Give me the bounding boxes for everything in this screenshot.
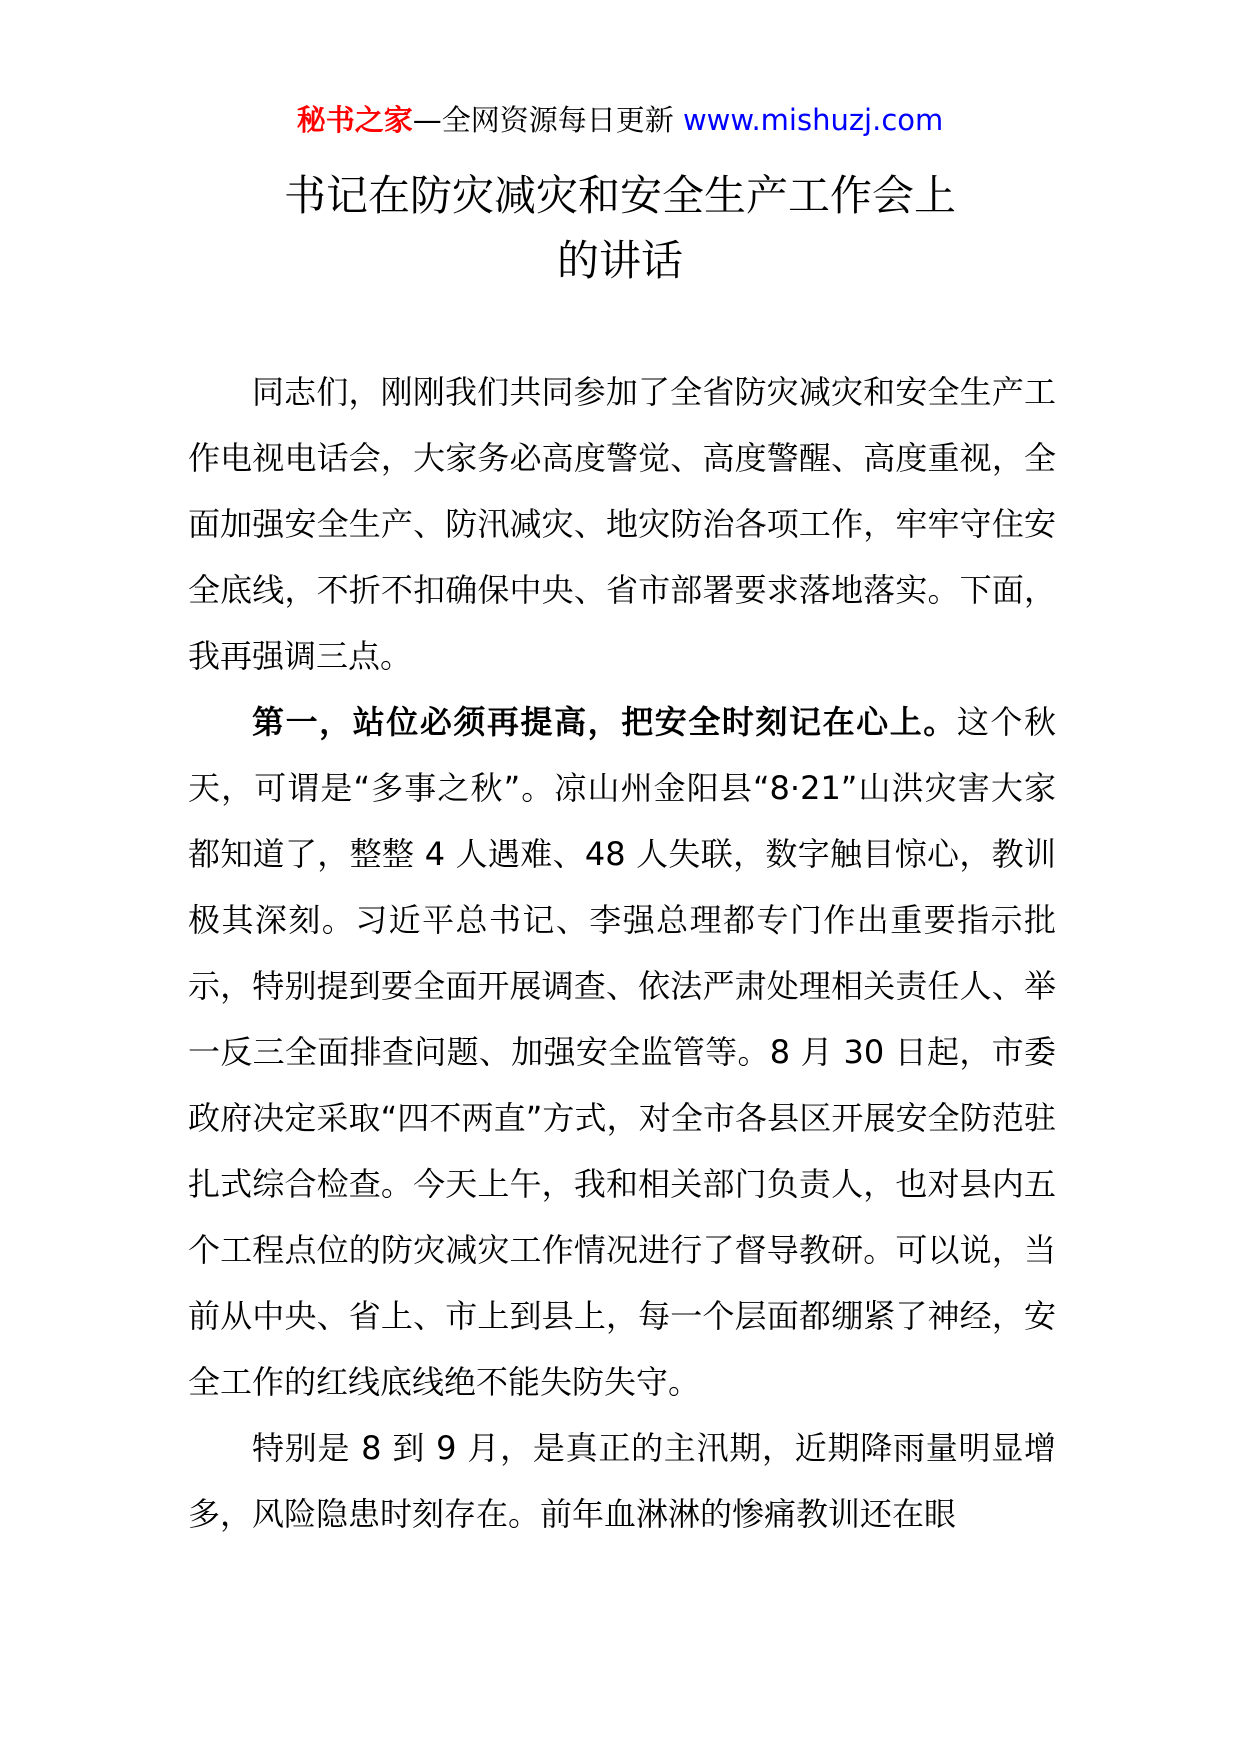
paragraph-2-lead: 第一，站位必须再提高，把安全时刻记在心上。 (252, 703, 957, 741)
title-line-1: 书记在防灾减灾和安全生产工作会上 (283, 171, 956, 220)
site-url[interactable]: www.mishuzj.com (682, 103, 944, 137)
brand-name: 秘书之家 (296, 103, 413, 137)
paragraph-3: 特别是 8 到 9 月，是真正的主汛期，近期降雨量明显增多，风险隐患时刻存在。前年血淋淋的惨痛教训还在眼 (188, 1429, 1056, 1533)
watermark-header (0, 100, 1240, 140)
header-tagline: —全网资源每日更新 (412, 103, 683, 137)
paragraph-2 (188, 689, 1056, 1415)
paragraph-1: 同志们，刚刚我们共同参加了全省防灾减灾和安全生产工作电视电话会，大家务必高度警觉、高度警醒、高度重视，全面加强安全生产、防汛减灾、地灾防治各项工作，牢牢守住安全底线，不折不扣确保中央、省市部署要求落地落实。下面，我再强调三点。 (188, 373, 1056, 675)
document-title (0, 163, 1240, 293)
title-line-2: 的讲话 (556, 236, 683, 285)
paragraph-2-text: 这个秋天，可谓是“多事之秋”。凉山州金阳县“8·21”山洪灾害大家都知道了，整整 4 人遇难、48 人失联，数字触目惊心，教训极其深刻。习近平总书记、李强总理都专门作出重要指示批示，特别提到要全面开展调查、依法严肃处理相关责任人、举一反三全面排查问题、加强安全监管等。8 月 30 日起，市委政府决定采取“四不两直”方式，对全市各县区开展安全防范驻扎式综合检查。今天上午，我和相关部门负责人，也对县内五个工程点位的防灾减灾工作情况进行了督导教研。可以说，当前从中央、省上、市上到县上，每一个层面都绷紧了神经，安全工作的红线底线绝不能失防失守。 (188, 703, 1056, 1401)
document-body (188, 359, 1056, 1547)
